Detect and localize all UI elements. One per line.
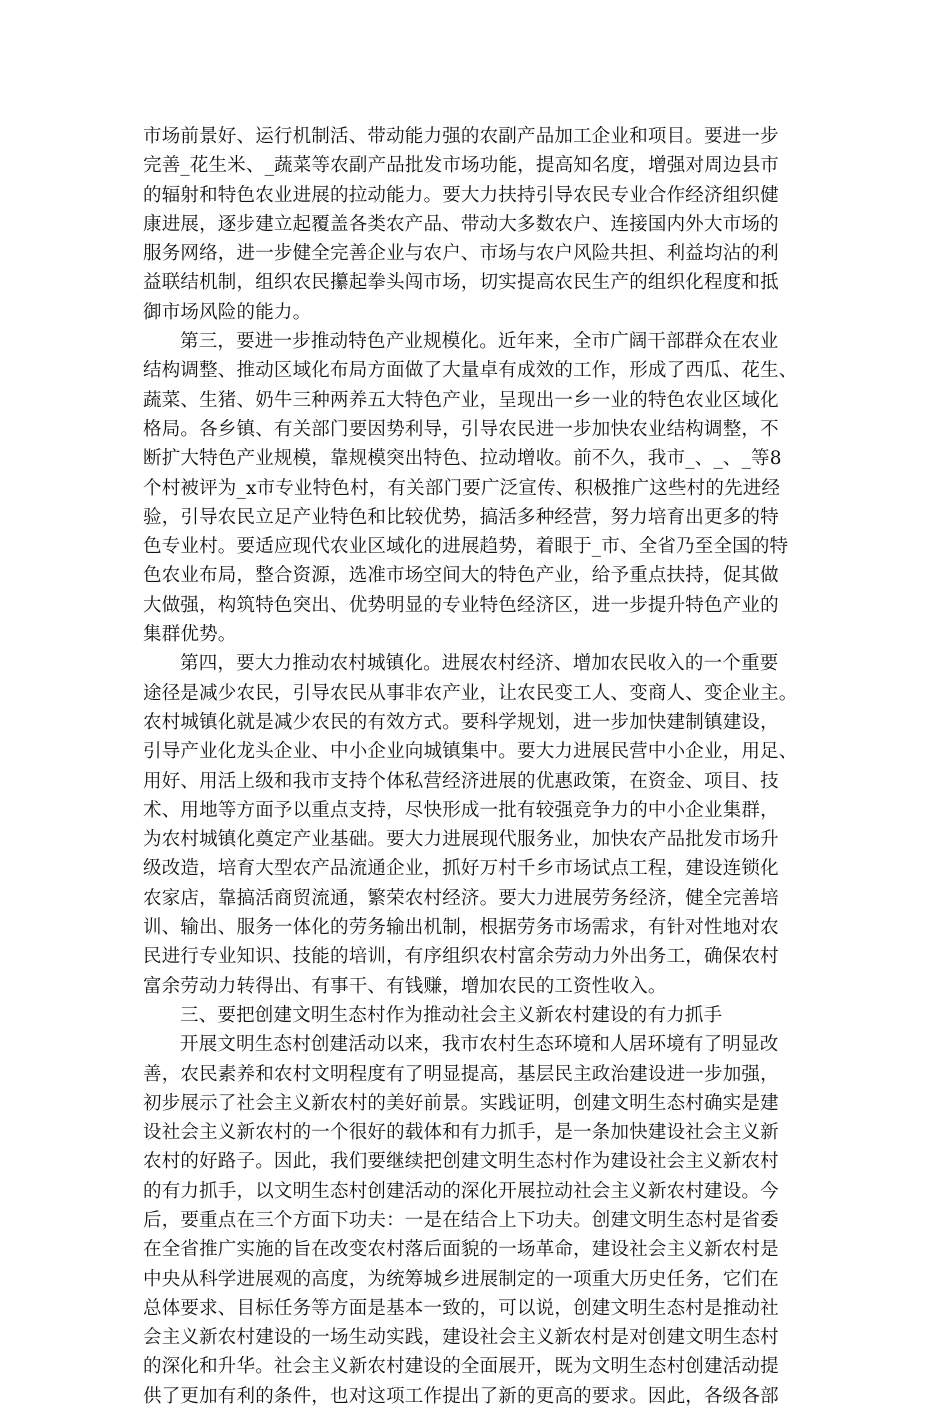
text-line: 总体要求、目标任务等方面是基本一致的，可以说，创建文明生态村是推动社 bbox=[143, 1297, 779, 1319]
text-line: 康进展，逐步建立起覆盖各类农产品、带动大多数农户、连接国内外大市场的 bbox=[143, 213, 779, 235]
text-line: 结构调整、推动区域化布局方面做了大量卓有成效的工作，形成了西瓜、花生、 bbox=[143, 360, 798, 382]
text-line: 集群优势。 bbox=[143, 624, 237, 646]
text-line: 断扩大特色产业规模，靠规模突出特色、拉动增收。前不久，我市_、_、_等8 bbox=[143, 448, 782, 470]
document-body bbox=[143, 122, 808, 1411]
text-line: 初步展示了社会主义新农村的美好前景。实践证明，创建文明生态村确实是建 bbox=[143, 1092, 779, 1114]
text-line: 术、用地等方面予以重点支持，尽快形成一批有较强竞争力的中小企业集群， bbox=[143, 799, 779, 821]
text-line: 个村被评为_x市专业特色村，有关部门要广泛宣传、积极推广这些村的先进经 bbox=[143, 477, 781, 499]
text-line: 色农业布局，整合资源，选准市场空间大的特色产业，给予重点扶持，促其做 bbox=[143, 565, 779, 587]
text-line: 大做强，构筑特色突出、优势明显的专业特色经济区，进一步提升特色产业的 bbox=[143, 594, 779, 616]
text-line: 农家店，靠搞活商贸流通，繁荣农村经济。要大力进展劳务经济，健全完善培 bbox=[143, 887, 779, 909]
text-line: 的辐射和特色农业进展的拉动能力。要大力扶持引导农民专业合作经济组织健 bbox=[143, 184, 779, 206]
text-line: 在全省推广实施的旨在改变农村落后面貌的一场革命，建设社会主义新农村是 bbox=[143, 1239, 779, 1261]
text-line: 农村的好路子。因此，我们要继续把创建文明生态村作为建设社会主义新农村 bbox=[143, 1151, 779, 1173]
text-line: 后，要重点在三个方面下功夫：一是在结合上下功夫。创建文明生态村是省委 bbox=[143, 1209, 779, 1231]
text-line: 服务网络，进一步健全完善企业与农户、市场与农户风险共担、利益均沾的利 bbox=[143, 243, 779, 265]
text-line: 御市场风险的能力。 bbox=[143, 301, 312, 323]
text-line: 用好、用活上级和我市支持个体私营经济进展的优惠政策，在资金、项目、技 bbox=[143, 770, 779, 792]
paragraph-first-line: 开展文明生态村创建活动以来，我市农村生态环境和人居环境有了明显改 bbox=[180, 1034, 779, 1056]
text-line: 的深化和升华。社会主义新农村建设的全面展开，既为文明生态村创建活动提 bbox=[143, 1356, 779, 1378]
text-line: 的有力抓手，以文明生态村创建活动的深化开展拉动社会主义新农村建设。今 bbox=[143, 1180, 779, 1202]
paragraph-first-line: 三、要把创建文明生态村作为推动社会主义新农村建设的有力抓手 bbox=[180, 1004, 723, 1026]
text-line: 富余劳动力转得出、有事干、有钱赚，增加农民的工资性收入。 bbox=[143, 975, 667, 997]
text-line: 色专业村。要适应现代农业区域化的进展趋势，着眼于_市、全省乃至全国的特 bbox=[143, 536, 789, 558]
text-line: 级改造，培育大型农产品流通企业，抓好万村千乡市场试点工程，建设连锁化 bbox=[143, 858, 779, 880]
text-line: 市场前景好、运行机制活、带动能力强的农副产品加工企业和项目。要进一步 bbox=[143, 126, 779, 147]
text-line: 蔬菜、生猪、奶牛三种两养五大特色产业，呈现出一乡一业的特色农业区域化 bbox=[143, 389, 779, 411]
text-line: 民进行专业知识、技能的培训，有序组织农村富余劳动力外出务工，确保农村 bbox=[143, 946, 779, 968]
text-line: 为农村城镇化奠定产业基础。要大力进展现代服务业，加快农产品批发市场升 bbox=[143, 829, 779, 851]
text-line: 验，引导农民立足产业特色和比较优势，搞活多种经营，努力培育出更多的特 bbox=[143, 506, 779, 528]
text-line: 益联结机制，组织农民攥起拳头闯市场，切实提高农民生产的组织化程度和抵 bbox=[143, 272, 779, 294]
text-line: 引导产业化龙头企业、中小企业向城镇集中。要大力进展民营中小企业，用足、 bbox=[143, 741, 798, 763]
text-line: 训、输出、服务一体化的劳务输出机制，根据劳务市场需求，有针对性地对农 bbox=[143, 917, 779, 939]
paragraph-first-line: 第三，要进一步推动特色产业规模化。近年来，全市广阔干部群众在农业 bbox=[180, 331, 779, 353]
text-line: 格局。各乡镇、有关部门要因势利导，引导农民进一步加快农业结构调整，不 bbox=[143, 418, 779, 440]
text-line: 农村城镇化就是减少农民的有效方式。要科学规划，进一步加快建制镇建设， bbox=[143, 711, 779, 733]
paragraph-first-line: 第四，要大力推动农村城镇化。进展农村经济、增加农民收入的一个重要 bbox=[180, 653, 779, 675]
text-line: 途径是减少农民，引导农民从事非农产业，让农民变工人、变商人、变企业主。 bbox=[143, 682, 798, 704]
text-line: 善，农民素养和农村文明程度有了明显提高，基层民主政治建设进一步加强， bbox=[143, 1063, 779, 1085]
text-line: 完善_花生米、_蔬菜等农副产品批发市场功能，提高知名度，增强对周边县市 bbox=[143, 155, 780, 177]
text-line: 会主义新农村建设的一场生动实践，建设社会主义新农村是对创建文明生态村 bbox=[143, 1327, 779, 1349]
text-line: 设社会主义新农村的一个很好的载体和有力抓手，是一条加快建设社会主义新 bbox=[143, 1122, 779, 1144]
text-line: 中央从科学进展观的高度，为统筹城乡进展制定的一项重大历史任务，它们在 bbox=[143, 1268, 779, 1290]
text-line: 供了更加有利的条件，也对这项工作提出了新的更高的要求。因此，各级各部 bbox=[143, 1385, 779, 1407]
